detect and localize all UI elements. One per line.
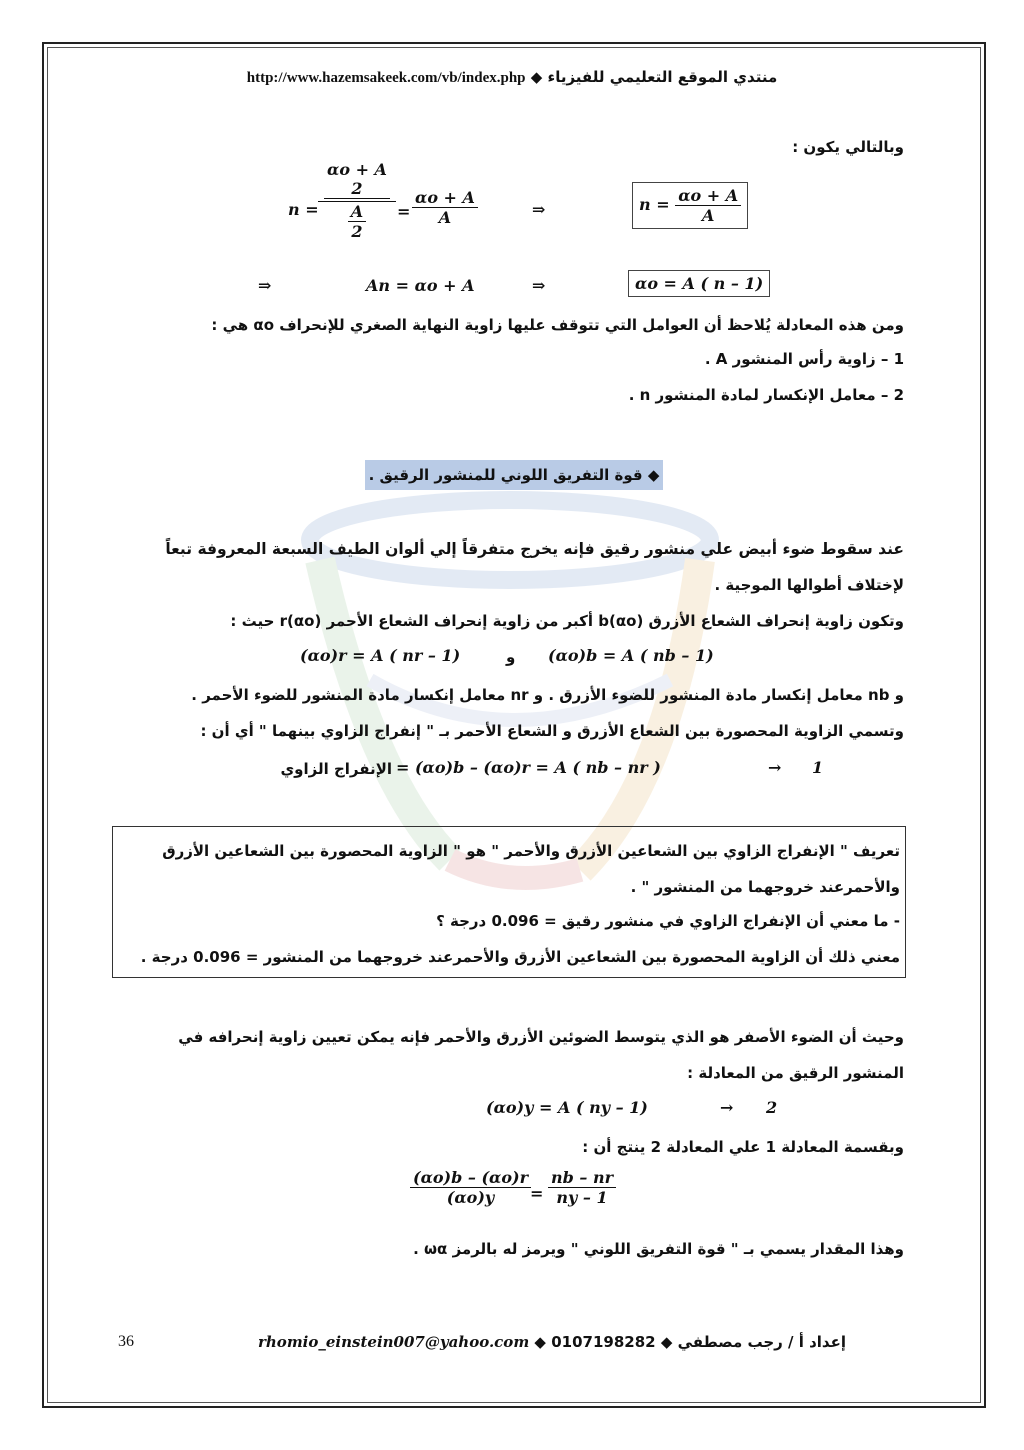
eq6-num-right: nb – nr — [548, 1168, 616, 1188]
para5-line2: المنشور الرقيق من المعادلة : — [687, 1064, 904, 1082]
eq1-outer-den-num: A — [348, 202, 366, 222]
eq6-den-left: (αo)y — [446, 1188, 495, 1207]
definition-line3: - ما معني أن الإنفراج الزاوي في منشور رقيق = 0.096 درجة ؟ — [436, 912, 900, 930]
para1-line2: لإختلاف أطوالها الموجية . — [714, 576, 904, 594]
eq4-arrow: → — [768, 758, 782, 777]
footer-email[interactable]: rhomio_einstein007@yahoo.com — [258, 1333, 530, 1351]
para2: وتكون زاوية إنحراف الشعاع الأزرق (αo)b أكبر من زاوية إنحراف الشعاع الأحمر (αo)r حيث : — [230, 612, 904, 630]
eq6-num-left: (αo)b – (αo)r — [410, 1168, 531, 1188]
eq1-outer-den-den: 2 — [351, 222, 363, 241]
para1-line1: عند سقوط ضوء أبيض علي منشور رقيق فإنه يخرج متفرقاً إلي ألوان الطيف السبعة المعروفة تبعاً — [165, 540, 904, 558]
eq1-mid-num: αo + A — [412, 188, 478, 208]
eq4-label: الإنفراج الزاوي — [280, 760, 392, 778]
eq1-lhs: n = — [288, 200, 319, 219]
factor-1: 1 – زاوية رأس المنشور A . — [704, 350, 904, 368]
page-number: 36 — [118, 1333, 134, 1350]
diamond-icon: ◆ — [660, 1333, 673, 1351]
eq2-mid: An = αo + A — [366, 276, 475, 295]
eq1-mid-den: A — [438, 208, 452, 227]
footer-phone: 0107198282 — [551, 1333, 656, 1351]
eq5-number: 2 — [766, 1098, 778, 1117]
footer-author: إعداد أ / رجب مصطفي — [677, 1333, 846, 1351]
eq1-equals: = — [397, 202, 411, 221]
para4: وتسمي الزاوية المحصورة بين الشعاع الأزرق و الشعاع الأحمر بـ " إنفراج الزاوي بينهما " أي أن : — [200, 722, 904, 740]
section-banner: ◆ قوة التفريق اللوني للمنشور الرقيق . — [365, 460, 663, 490]
eq1-boxed-result — [632, 182, 748, 229]
eq1-inner-den: 2 — [324, 179, 390, 199]
eq1-outer-fraction — [318, 160, 396, 241]
eq3-left: (αo)r = A ( nr – 1) — [300, 646, 461, 665]
eq5-expr: (αo)y = A ( ny – 1) — [486, 1098, 648, 1117]
eq5-arrow: → — [720, 1098, 734, 1117]
eq3-right: (αo)b = A ( nb – 1) — [548, 646, 714, 665]
eq2-arrow1: ⇒ — [258, 276, 272, 295]
eq6-right-fraction — [548, 1168, 616, 1207]
note-line: ومن هذه المعادلة يُلاحظ أن العوامل التي تتوقف عليها زاوية النهاية الصغري للإنحراف αo هي : — [211, 316, 904, 334]
eq2-boxed-result: αo = A ( n – 1) — [628, 270, 770, 297]
definition-line2: والأحمرعند خروجهما من المنشور " . — [630, 878, 900, 896]
eq4-number: 1 — [812, 758, 824, 777]
eq6-left-fraction — [410, 1168, 531, 1207]
eq1-mid-fraction — [412, 188, 478, 227]
eq4-expr: = (αo)b – (αo)r = A ( nb – nr ) — [396, 758, 661, 777]
eq6-equals: = — [530, 1184, 544, 1203]
header-forum: منتدي الموقع التعليمي للفيزياء — [547, 68, 778, 86]
footer-contact — [258, 1333, 846, 1351]
definition-line1: تعريف " الإنفراج الزاوي بين الشعاعين الأزرق والأحمر " هو " الزاوية المحصورة بين الشعاعين الأزرق — [162, 842, 900, 860]
eq1-box-lhs: n = — [639, 195, 670, 214]
factor-2: 2 – معامل الإنكسار لمادة المنشور n . — [628, 386, 904, 404]
header-url[interactable]: http://www.hazemsakeek.com/vb/index.php — [246, 70, 526, 86]
diamond-icon: ◆ — [530, 68, 543, 86]
eq1-box-num: αo + A — [675, 186, 741, 206]
page-header — [0, 68, 1024, 87]
eq2-arrow2: ⇒ — [532, 276, 546, 295]
para3: و nb معامل إنكسار مادة المنشور للضوء الأزرق . و nr معامل إنكسار مادة المنشور للضوء الأحمر . — [191, 686, 904, 704]
intro-line: وبالتالي يكون : — [792, 138, 904, 156]
diamond-icon: ◆ — [534, 1333, 546, 1351]
eq1-arrow: ⇒ — [532, 200, 546, 219]
eq1-outer-num: αo + A — [327, 160, 387, 179]
definition-line4: معني ذلك أن الزاوية المحصورة بين الشعاعين الأزرق والأحمرعند خروجهما من المنشور = 0.096 درجة . — [140, 948, 900, 966]
eq1-box-den: A — [701, 206, 715, 225]
eq3-and: و — [506, 648, 516, 666]
para5-line1: وحيث أن الضوء الأصفر هو الذي يتوسط الضوئين الأزرق والأحمر فإنه يمكن تعيين زاوية إنحرافه في — [178, 1028, 904, 1046]
para6: وبقسمة المعادلة 1 علي المعادلة 2 ينتج أن : — [582, 1138, 904, 1156]
eq6-den-right: ny – 1 — [556, 1188, 608, 1207]
para7: وهذا المقدار يسمي بـ " قوة التفريق اللوني " ويرمز له بالرمز ωα . — [413, 1240, 904, 1258]
